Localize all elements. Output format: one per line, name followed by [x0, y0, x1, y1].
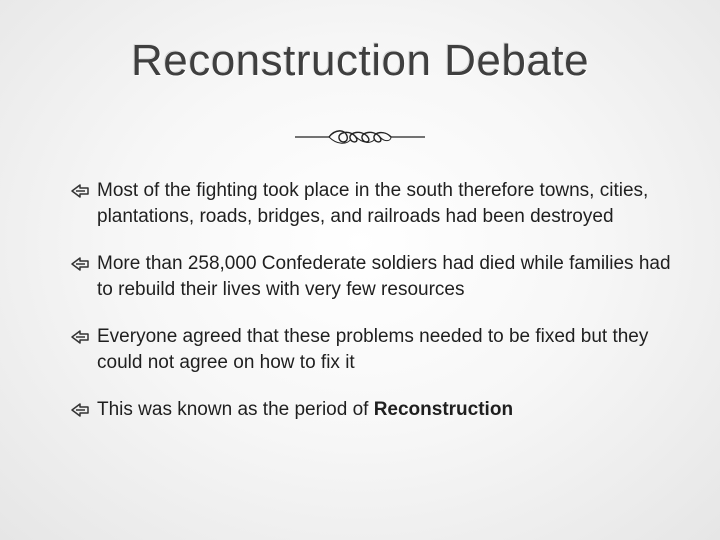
bullet-text-prefix: This was known as the period of	[97, 399, 374, 420]
hollow-arrow-bullet-icon	[70, 183, 90, 199]
ornamental-flourish-icon	[295, 126, 425, 148]
bullet-text: More than 258,000 Confederate soldiers had died while families had to rebuild their lives with very few resources	[97, 253, 671, 300]
bullet-item	[70, 397, 690, 423]
bullet-item	[70, 178, 690, 230]
bullet-item	[70, 251, 690, 303]
bullet-text: Most of the fighting took place in the south therefore towns, cities, plantations, roads, bridges, and railroads had been destroyed	[97, 180, 649, 227]
slide-title: Reconstruction Debate	[130, 36, 590, 85]
bullet-item	[70, 324, 690, 376]
hollow-arrow-bullet-icon	[70, 256, 90, 272]
reconstruction-emphasis: Reconstruction	[373, 399, 514, 420]
hollow-arrow-bullet-icon	[70, 402, 90, 418]
bullet-list	[70, 178, 690, 423]
bullet-text: Everyone agreed that these problems needed to be fixed but they could not agree on how to fix it	[97, 326, 649, 373]
hollow-arrow-bullet-icon	[70, 329, 90, 345]
